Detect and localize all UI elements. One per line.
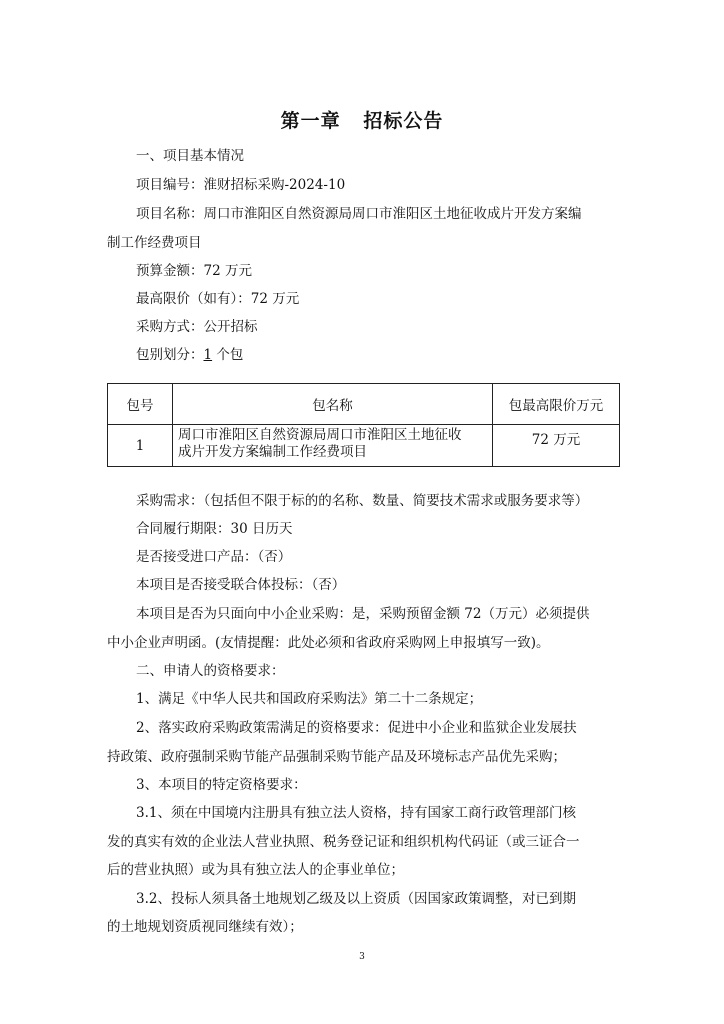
section-2-heading: 二、申请人的资格要求： [136,663,285,679]
procurement-demand: 采购需求：（包括但不限于标的的名称、数量、简要技术需求或服务要求等） [136,493,589,509]
page-number: 3 [359,952,365,962]
header-lot-max-price: 包最高限价万元 [493,384,620,425]
project-name-line-1: 项目名称：周口市淮阳区自然资源局周口市淮阳区土地征收成片开发方案编 [136,206,582,222]
requirement-3-2-line-2: 的土地规划资质视同继续有效）； [107,919,303,935]
lot-division-prefix: 包别划分： [136,347,204,363]
chapter-title: 第一章 招标公告 [280,110,444,132]
procurement-method: 采购方式：公开招标 [136,319,258,335]
contract-period: 合同履行期限：30 日历天 [136,521,293,537]
cell-lot-no: 1 [108,425,173,467]
cell-lot-price: 72 万元 [493,425,620,467]
requirement-2-line-1: 2、落实政府采购政策需满足的资格要求：促进中小企业和监狱企业发展扶 [136,720,577,736]
table-row [108,425,620,467]
import-products: 是否接受进口产品：（否） [136,549,292,565]
requirement-2-line-2: 持政策、政府强制采购节能产品强制采购节能产品及环境标志产品优先采购； [107,749,566,765]
section-1-heading: 一、项目基本情况 [136,148,244,164]
cell-lot-name [173,425,493,467]
lot-table [107,383,620,467]
header-lot-name: 包名称 [173,384,493,425]
lot-table-header-row [108,384,620,425]
project-number: 项目编号：淮财招标采购-2024-10 [136,177,346,193]
requirement-3-1-line-2: 发的真实有效的企业法人营业执照、税务登记证和组织机构代码证（或三证合一 [107,834,580,850]
budget-amount: 预算金额：72 万元 [136,263,252,279]
requirement-3-1-line-1: 3.1、须在中国境内注册具有独立法人资格，持有国家工商行政管理部门核 [136,805,576,821]
sme-line-2: 中小企业声明函。(友情提醒：此处必须和省政府采购网上申报填写一致)。 [107,635,550,651]
requirement-3: 3、本项目的特定资格要求： [136,777,307,793]
requirement-3-1-line-3: 后的营业执照）或为具有独立法人的企事业单位； [107,862,404,878]
max-price: 最高限价（如有）：72 万元 [136,291,300,307]
cell-lot-name-line-2: 成片开发方案编制工作经费项目 [178,444,367,460]
cell-lot-name-line-1: 周口市淮阳区自然资源局周口市淮阳区土地征收 [178,427,462,443]
project-name-line-2: 制工作经费项目 [107,235,202,251]
sme-line-1: 本项目是否为只面向中小企业采购：是，采购预留金额 72（万元）必须提供 [136,606,590,622]
requirement-3-2-line-1: 3.2、投标人须具备土地规划乙级及以上资质（因国家政策调整，对已到期 [136,891,576,907]
lot-count: 1 [203,347,213,363]
requirement-1: 1、满足《中华人民共和国政府采购法》第二十二条规定； [136,691,483,707]
lot-division [136,346,243,364]
lot-division-suffix: 个包 [212,347,244,363]
consortium-bidding: 本项目是否接受联合体投标：（否） [136,577,346,593]
header-lot-no: 包号 [108,384,173,425]
